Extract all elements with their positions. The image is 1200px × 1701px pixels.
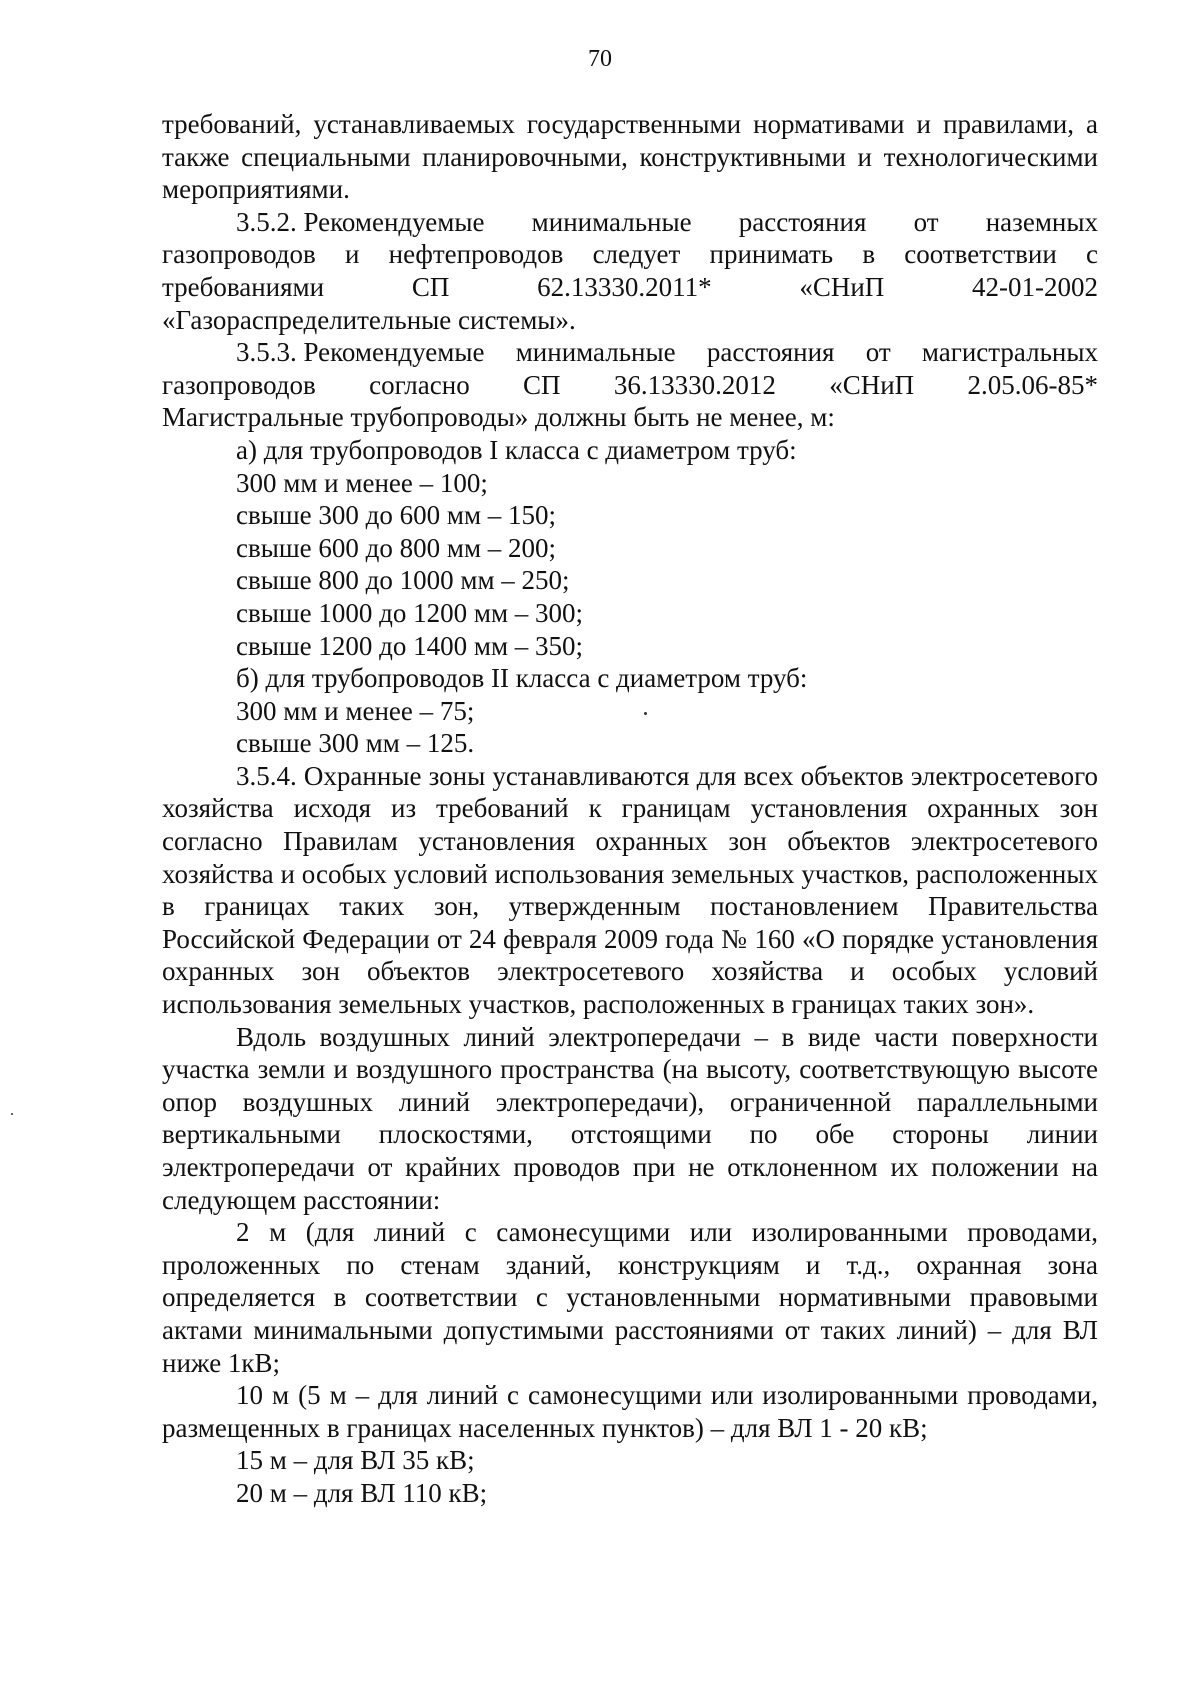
section-3-5-4: 3.5.4. Охранные зоны устанавливаются для всех объектов электросетевого хозяйства исходя из требований к границам установления охранных зон согласно Правилам установления охранных зон объектов электросетевого хозяйства и особых условий использования земельных участков, расположенных в границах таких зон, утвержденным постановлением Правительства Российской Федерации от 24 февраля 2009 года № 160 «О порядке установления охранных зон объектов электросетевого хозяйства и особых условий использования земельных участков, расположенных в границах таких зон». (162, 760, 1098, 1020)
word: расстояния (738, 206, 867, 237)
paragraph-continuation: требований, устанавливаемых государственными нормативами и правилами, а также специальными планировочными, конструктивными и технологическими мероприятиями. (162, 109, 1098, 205)
page-number: 70 (588, 46, 612, 72)
word: с (1086, 239, 1098, 270)
word: «СНиП (799, 271, 885, 302)
word: 3.5.2. Рекомендуемые (236, 206, 485, 237)
word: и (344, 239, 360, 270)
word: 3.5.3. Рекомендуемые (236, 337, 485, 368)
section-3-5-3-line-2 (162, 369, 1098, 402)
word: принимать (709, 239, 834, 270)
word: СП (523, 369, 561, 400)
word: 42-01-2002 (972, 271, 1098, 302)
list-item: свыше 1200 до 1400 мм – 350; (236, 630, 584, 661)
word: минимальные (531, 206, 692, 237)
word: согласно (369, 369, 470, 400)
word: наземных (985, 206, 1098, 237)
list-a-heading: а) для трубопроводов I класса с диаметром труб: (236, 434, 797, 465)
section-3-5-2-line-1 (162, 206, 1098, 239)
list-item: 300 мм и менее – 100; (236, 467, 488, 498)
distance-line: 20 м – для ВЛ 110 кВ; (236, 1477, 488, 1508)
word: от (913, 206, 939, 237)
list-item: свыше 800 до 1000 мм – 250; (236, 565, 570, 596)
list-b-heading: б) для трубопроводов II класса с диаметром труб: (236, 663, 808, 694)
word: требованиями (162, 271, 325, 302)
list-item: свыше 1000 до 1200 мм – 300; (236, 597, 584, 628)
word: газопроводов (162, 239, 316, 270)
scan-speck (11, 1113, 13, 1115)
word: соответствии (904, 239, 1057, 270)
list-item: свыше 600 до 800 мм – 200; (236, 532, 557, 563)
word: газопроводов (162, 369, 316, 400)
standard-reference: 62.13330.2011* (537, 271, 712, 302)
word: в (862, 239, 876, 270)
word: минимальные (515, 337, 676, 368)
section-3-5-2-line-4: «Газораспределительные системы». (162, 304, 576, 335)
word: 2.05.06-85* (967, 369, 1098, 400)
word: следует (592, 239, 681, 270)
word: 36.13330.2012 (613, 369, 776, 400)
section-3-5-2-line-3 (162, 271, 1098, 304)
section-3-5-2-line-2 (162, 238, 1098, 271)
paragraph-10m: 10 м (5 м – для линий с самонесущими или изолированными проводами, размещенных в границах населенных пунктов) – для ВЛ 1 - 20 кВ; (162, 1380, 1098, 1443)
paragraph-vdol: Вдоль воздушных линий электропередачи – в виде части поверхности участка земли и воздушного пространства (на высоту, соответствующую высоте опор воздушных линий электропередачи), ограниченной параллельными вертикальными плоскостями, отстоящими по обе стороны линии электропередачи от крайних проводов при не отклоненном их положении на следующем расстоянии: (162, 1021, 1098, 1215)
document-body (162, 108, 1098, 1510)
list-item: свыше 300 до 600 мм – 150; (236, 500, 557, 531)
word: нефтепроводов (388, 239, 564, 270)
word: от (865, 337, 891, 368)
list-item: свыше 300 мм – 125. (236, 728, 475, 759)
scan-speck (644, 712, 647, 715)
section-3-5-3-line-3: Магистральные трубопроводы» должны быть не менее, м: (162, 402, 835, 433)
paragraph-2m: 2 м (для линий с самонесущими или изолированными проводами, проложенных по стенам зданий, конструкциям и т.д., охранная зона определяется в соответствии с установленными нормативными правовыми актами минимальными допустимыми расстояниями от таких линий) – для ВЛ ниже 1кВ; (162, 1217, 1098, 1378)
word: расстояния (706, 337, 835, 368)
word: СП (411, 271, 450, 302)
word: магистральных (921, 337, 1098, 368)
distance-line: 15 м – для ВЛ 35 кВ; (236, 1445, 475, 1476)
list-item: 300 мм и менее – 75; (236, 695, 475, 726)
section-3-5-3-line-1 (162, 336, 1098, 369)
word: «СНиП (829, 369, 915, 400)
